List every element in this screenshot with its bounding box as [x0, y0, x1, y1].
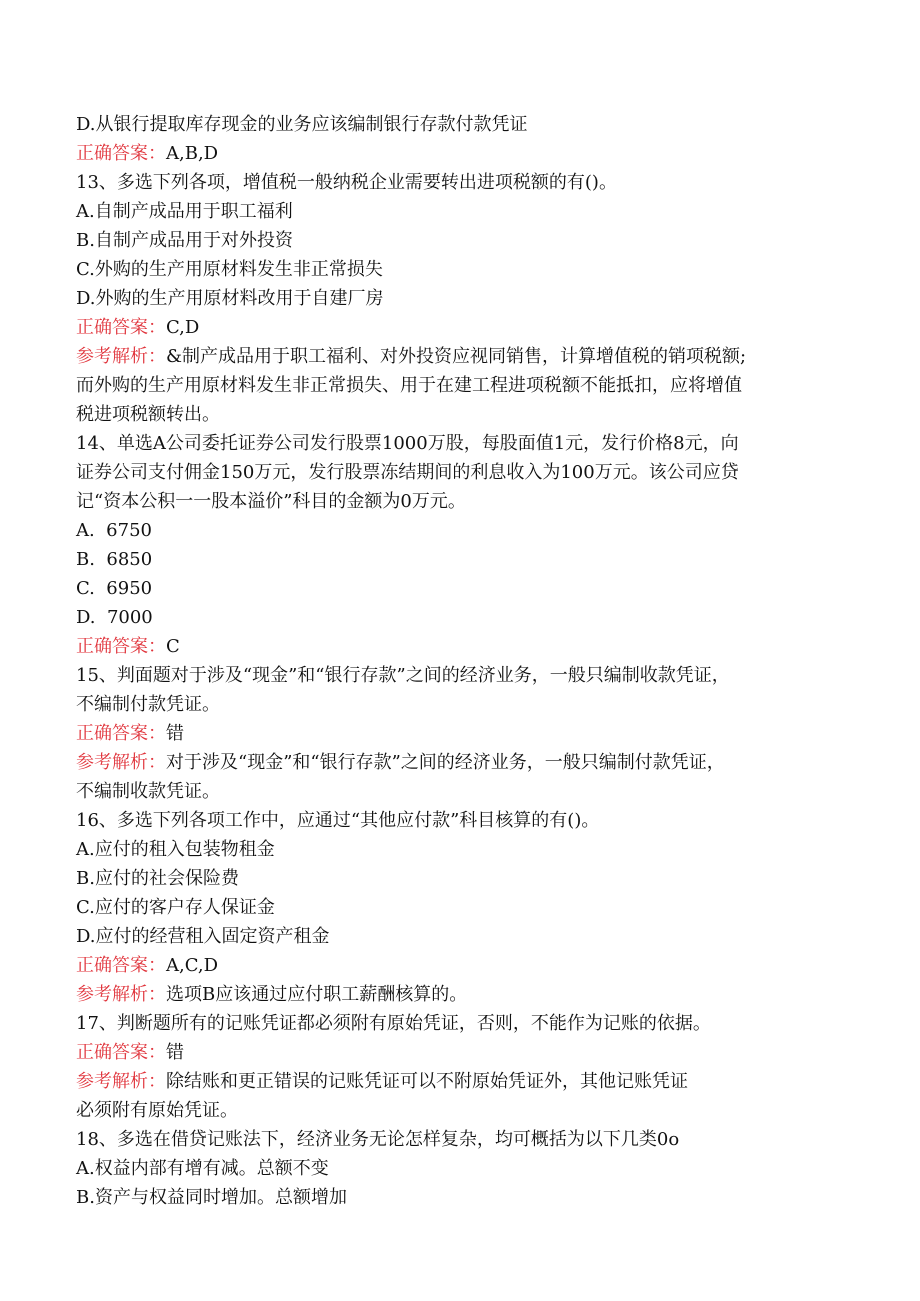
q13-analysis-text-1: &制产成品用于职工福利、对外投资应视同销售，计算增值税的销项税额; — [166, 346, 747, 367]
q14-stem-line-2: 证券公司支付佣金150万元，发行股票冻结期间的利息收入为100万元。该公司应贷 — [76, 462, 739, 483]
q17-answer-line — [76, 1038, 856, 1067]
q16-option-a: A.应付的租入包装物租金 — [76, 839, 275, 860]
q16-answer-line — [76, 951, 856, 980]
q14-option-c: C. 6950 — [76, 578, 153, 599]
q15-answer-line — [76, 719, 856, 748]
q15-stem-line-2: 不编制付款凭证。 — [76, 694, 220, 715]
q13-answer-line — [76, 313, 856, 342]
q17-analysis-text-1: 除结账和更正错误的记账凭证可以不附原始凭证外，其他记账凭证 — [166, 1071, 688, 1092]
q14-answer-label: 正确答案： — [76, 636, 166, 657]
q15-stem-line-1: 15、判面题对于涉及“现金”和“银行存款”之间的经济业务，一般只编制收款凭证， — [76, 665, 730, 686]
q15-analysis-text-1: 对于涉及“现金”和“银行存款”之间的经济业务，一般只编制付款凭证， — [166, 752, 725, 773]
q16-analysis-label: 参考解析： — [76, 984, 166, 1005]
q17-analysis-label: 参考解析： — [76, 1071, 166, 1092]
q14-answer-value: C — [166, 636, 180, 657]
q17-analysis-line-1 — [76, 1067, 856, 1096]
q16-stem: 16、多选下列各项工作中，应通过“其他应付款”科目核算的有()。 — [76, 810, 600, 831]
q15-answer-value: 错 — [166, 723, 184, 744]
q15-analysis-line-1 — [76, 748, 856, 777]
q18-stem: 18、多选在借贷记账法下，经济业务无论怎样复杂，均可概括为以下几类0o — [76, 1129, 680, 1150]
q15-answer-label: 正确答案： — [76, 723, 166, 744]
q17-answer-label: 正确答案： — [76, 1042, 166, 1063]
q13-answer-label: 正确答案： — [76, 317, 166, 338]
q16-answer-value: A,C,D — [166, 955, 219, 976]
q15-analysis-line-2: 不编制收款凭证。 — [76, 781, 220, 802]
q18-option-a: A.权益内部有增有减。总额不变 — [76, 1158, 329, 1179]
q16-analysis-line — [76, 980, 856, 1009]
q16-option-d: D.应付的经营租入固定资产租金 — [76, 926, 330, 947]
q13-option-b: B.自制产成品用于对外投资 — [76, 230, 293, 251]
q14-stem-line-3: 记“资本公积一一股本溢价”科目的金额为0万元。 — [76, 491, 466, 512]
q12-answer-label: 正确答案： — [76, 143, 166, 164]
q17-stem: 17、判断题所有的记账凭证都必须附有原始凭证，否则，不能作为记账的依据。 — [76, 1013, 711, 1034]
q18-option-b: B.资产与权益同时增加。总额增加 — [76, 1187, 347, 1208]
q16-option-b: B.应付的社会保险费 — [76, 868, 239, 889]
q12-option-d: D.从银行提取库存现金的业务应该编制银行存款付款凭证 — [76, 114, 528, 135]
q13-option-a: A.自制产成品用于职工福利 — [76, 201, 293, 222]
q14-option-b: B. 6850 — [76, 549, 153, 570]
q13-answer-value: C,D — [166, 317, 200, 338]
q13-option-c: C.外购的生产用原材料发生非正常损失 — [76, 259, 383, 280]
q17-analysis-line-2: 必须附有原始凭证。 — [76, 1100, 238, 1121]
q16-answer-label: 正确答案： — [76, 955, 166, 976]
q13-option-d: D.外购的生产用原材料改用于自建厂房 — [76, 288, 384, 309]
q13-analysis-line-1 — [76, 342, 856, 371]
q14-stem-line-1: 14、单选A公司委托证券公司发行股票1000万股，每股面值1元，发行价格8元，向 — [76, 433, 739, 454]
q17-answer-value: 错 — [166, 1042, 184, 1063]
q14-option-d: D. 7000 — [76, 607, 153, 628]
q13-stem: 13、多选下列各项，增值税一般纳税企业需要转出进项税额的有()。 — [76, 172, 617, 193]
q14-answer-line — [76, 632, 856, 661]
q13-analysis-label: 参考解析： — [76, 346, 166, 367]
q13-analysis-line-3: 税进项税额转出。 — [76, 404, 220, 425]
document-body — [76, 110, 856, 1212]
q16-option-c: C.应付的客户存人保证金 — [76, 897, 275, 918]
q14-option-a: A. 6750 — [76, 520, 152, 541]
q15-analysis-label: 参考解析： — [76, 752, 166, 773]
q13-analysis-line-2: 而外购的生产用原材料发生非正常损失、用于在建工程进项税额不能抵扣，应将增值 — [76, 375, 742, 396]
q12-answer-value: A,B,D — [166, 143, 219, 164]
q12-answer-line — [76, 139, 856, 168]
q16-analysis-text: 选项B应该通过应付职工薪酬核算的。 — [166, 984, 468, 1005]
